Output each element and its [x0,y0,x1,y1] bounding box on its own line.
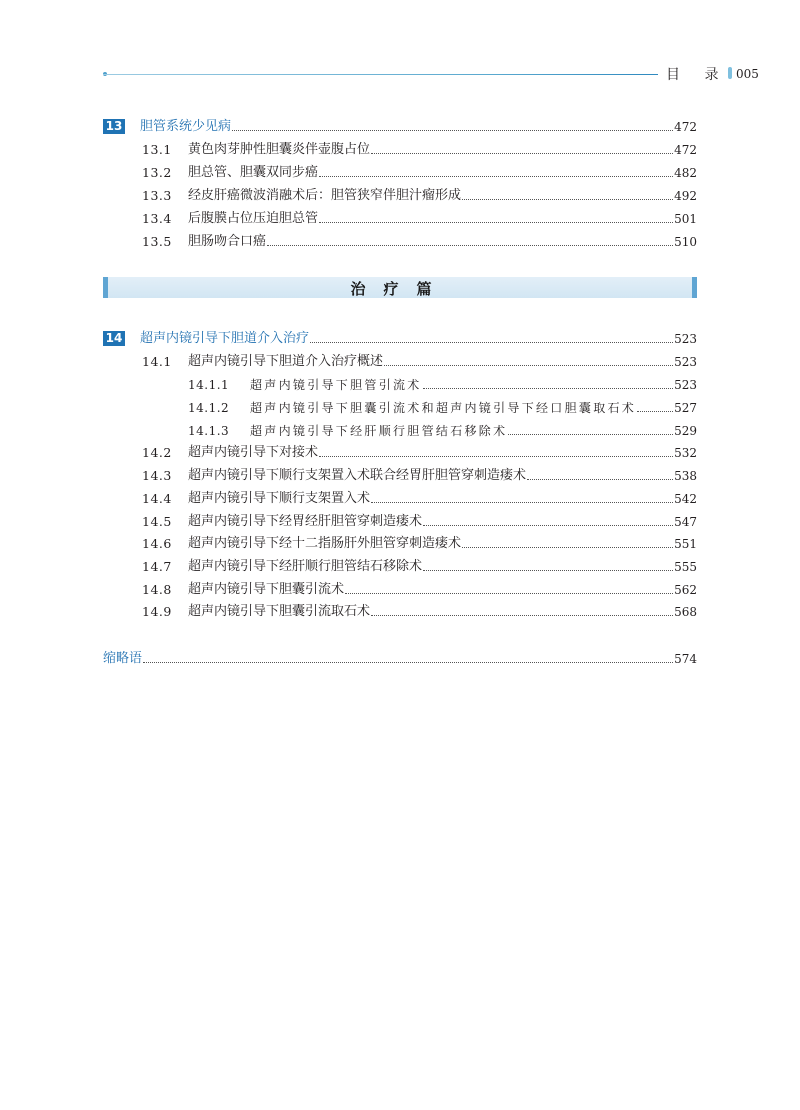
dot-leader [319,175,673,177]
page-number: 538 [674,469,697,483]
page-number: 562 [674,583,697,597]
section-number: 14.2 [142,445,172,460]
dot-leader [462,198,673,200]
page-number: 492 [674,189,697,203]
dot-leader [143,661,673,663]
section-number: 13.3 [142,188,172,203]
section-title: 胆总管、胆囊双同步癌 [188,165,319,180]
page-number: 510 [674,235,697,249]
page-number: 542 [674,492,697,506]
section-number: 13.2 [142,165,172,180]
section-title: 超声内镜引导下经胃经肝胆管穿刺造瘘术 [188,514,423,529]
toc-section-14-4[interactable] [103,488,697,508]
dot-leader [319,455,673,457]
chapter-title: 超声内镜引导下胆道介入治疗 [140,331,310,346]
toc-chapter-13[interactable] [103,116,697,136]
section-number: 14.1 [142,354,172,369]
running-header-page-number: 005 [736,67,759,81]
section-number: 13.5 [142,234,172,249]
toc-subsection-14-1-3[interactable] [103,420,697,440]
banner-right-bar [692,277,697,298]
page-number: 532 [674,446,697,460]
dot-leader [423,524,673,526]
toc-section-13-1[interactable] [103,139,697,159]
part-title: 治疗篇 [350,280,450,298]
toc-section-13-3[interactable] [103,185,697,205]
toc-subsection-14-1-2[interactable] [103,397,697,417]
dot-leader [462,546,673,548]
header-separator-mark [728,67,732,79]
chapter-title: 胆管系统少见病 [140,119,232,134]
page-number: 523 [674,332,697,346]
dot-leader [310,341,673,343]
page-number: 501 [674,212,697,226]
page-number: 574 [674,652,697,666]
toc-section-14-5[interactable] [103,511,697,531]
toc-section-13-4[interactable] [103,208,697,228]
toc-section-14-9[interactable] [103,601,697,621]
toc-section-14-8[interactable] [103,579,697,599]
section-number: 14.4 [142,491,172,506]
section-number: 13.4 [142,211,172,226]
section-number: 14.7 [142,559,172,574]
page-number: 527 [674,401,697,415]
section-title: 经皮肝癌微波消融术后：胆管狭窄伴胆汁瘤形成 [188,188,462,203]
section-title: 超声内镜引导下经十二指肠肝外胆管穿刺造瘘术 [188,536,462,551]
toc-section-14-2[interactable] [103,442,697,462]
page-number: 551 [674,537,697,551]
toc-abbreviations[interactable] [103,648,697,668]
section-title: 超声内镜引导下胆囊引流术 [188,582,345,597]
section-number: 14.9 [142,604,172,619]
subsection-title: 超声内镜引导下经肝顺行胆管结石移除术 [250,424,508,438]
page-number: 547 [674,515,697,529]
page-number: 568 [674,605,697,619]
dot-leader [371,501,673,503]
page-number: 523 [674,378,697,392]
page-number: 529 [674,424,697,438]
subsection-title: 超声内镜引导下胆囊引流术和超声内镜引导下经口胆囊取石术 [250,401,637,415]
section-title: 超声内镜引导下顺行支架置入术 [188,491,371,506]
toc-section-14-7[interactable] [103,556,697,576]
subsection-number: 14.1.2 [188,401,230,415]
dot-leader [384,364,673,366]
section-number: 14.8 [142,582,172,597]
chapter-number-badge: 14 [103,331,125,346]
dot-leader [527,478,673,480]
toc-subsection-14-1-1[interactable] [103,374,697,394]
toc-section-13-2[interactable] [103,162,697,182]
section-number: 14.3 [142,468,172,483]
subsection-number: 14.1.3 [188,424,230,438]
toc-section-13-5[interactable] [103,231,697,251]
subsection-title: 超声内镜引导下胆管引流术 [250,378,422,392]
dot-leader [345,592,673,594]
dot-leader [267,244,673,246]
chapter-number-badge: 13 [103,119,125,134]
page-number: 472 [674,120,697,134]
section-title: 超声内镜引导下顺行支架置入术联合经胃肝胆管穿刺造瘘术 [188,468,527,483]
dot-leader [508,433,673,435]
section-title: 超声内镜引导下胆道介入治疗概述 [188,354,384,369]
running-header-title: 目 录 [666,67,729,83]
section-number: 14.6 [142,536,172,551]
part-banner [103,277,697,298]
page-number: 523 [674,355,697,369]
page-number: 555 [674,560,697,574]
section-title: 后腹膜占位压迫胆总管 [188,211,319,226]
toc-section-14-1[interactable] [103,351,697,371]
dot-leader [319,221,673,223]
dot-leader [371,614,673,616]
dot-leader [423,387,673,389]
dot-leader [371,152,673,154]
page-number: 482 [674,166,697,180]
dot-leader [423,569,673,571]
page-number: 472 [674,143,697,157]
subsection-number: 14.1.1 [188,378,230,392]
abbreviations-title: 缩略语 [103,651,143,666]
section-title: 超声内镜引导下对接术 [188,445,319,460]
section-title: 超声内镜引导下经肝顺行胆管结石移除术 [188,559,423,574]
section-number: 14.5 [142,514,172,529]
section-number: 13.1 [142,142,172,157]
header-rule [103,74,658,75]
toc-section-14-6[interactable] [103,533,697,553]
dot-leader [637,410,673,412]
section-title: 超声内镜引导下胆囊引流取石术 [188,604,371,619]
toc-section-14-3[interactable] [103,465,697,485]
section-title: 黄色肉芽肿性胆囊炎伴壶腹占位 [188,142,371,157]
dot-leader [232,129,673,131]
toc-chapter-14[interactable] [103,328,697,348]
section-title: 胆肠吻合口癌 [188,234,267,249]
